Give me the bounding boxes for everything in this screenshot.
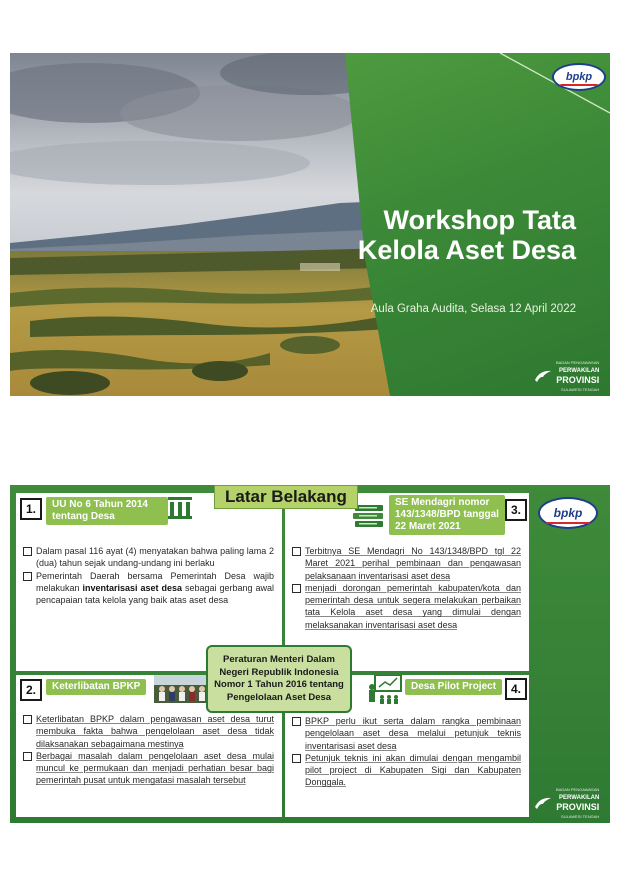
number-badge-4: 4. (505, 678, 527, 700)
list-item: menjadi dorongan pemerintah kabupaten/kota dan pemerintah desa untuk segera melakukan perbaikan tata Kelola aset desa yang dimulai dengan melaksanakan inventarisasi aset desa (291, 582, 521, 631)
panel-heading: Desa Pilot Project (405, 679, 502, 695)
center-regulation-box: Peraturan Menteri Dalam Negeri Republik Indonesia Nomor 1 Tahun 2016 tentang Pengelolaan Aset Desa (206, 645, 352, 713)
list-item: Berbagai masalah dalam pengelolaan aset desa mulai muncul ke permukaan dan menjadi perhatian besar bagi pemerintah pusat untuk mengatasi masalah tersebut (22, 750, 274, 787)
panel-heading: UU No 6 Tahun 2014 tentang Desa (46, 497, 168, 525)
title-slide (10, 53, 610, 396)
list-item: BPKP perlu ikut serta dalam rangka pembinaan pengelolaan aset desa melalui petunjuk teknis inventarisasi aset desa (291, 715, 521, 752)
bpkp-logo: bpkp (538, 497, 598, 529)
group-photo-icon (154, 675, 208, 703)
bird-emblem-icon (534, 795, 552, 811)
panel-heading: SE Mendagri nomor 143/1348/BPD tanggal 22 Maret 2021 (389, 495, 505, 535)
list-item: Pemerintah Daerah bersama Pemerintah Desa wajib melakukan inventarisasi aset desa sebagai gerbang awal pencapaian tata kelola yang baik atas aset desa (22, 570, 274, 607)
list-item: Dalam pasal 116 ayat (4) menyatakan bahwa paling lama 2 (dua) tahun sejak undang-undang ini berlaku (22, 545, 274, 570)
bpkp-logo: bpkp (552, 63, 606, 91)
list-item: Terbitnya SE Mendagri No 143/1348/BPD tgl 22 Maret 2021 perihal pembinaan dan pengawasan pelaksanaan inventarisasi aset desa (291, 545, 521, 582)
building-icon (168, 497, 192, 519)
landscape-photo (10, 53, 390, 396)
bird-emblem-icon (534, 368, 552, 384)
bpkp-perwakilan-logo: BADAN PENGAWASAN PERWAKILAN PROVINSI SULAWESI TENGAH (534, 785, 599, 821)
slide-title: Workshop Tata Kelola Aset Desa (357, 205, 576, 265)
list-item: Petunjuk teknis ini akan dimulai dengan mengambil pilot project di Kabupaten Sigi dan Kabupaten Donggala. (291, 752, 521, 789)
presentation-icon (367, 675, 403, 705)
panel-heading: Keterlibatan BPKP (46, 679, 146, 695)
background-slide (10, 485, 610, 823)
bpkp-perwakilan-logo: BADAN PENGAWASAN PERWAKILAN PROVINSI SULAWESI TENGAH (534, 358, 599, 394)
number-badge-1: 1. (20, 498, 42, 520)
list-item: Keterlibatan BPKP dalam pengawasan aset desa turut membuka fakta bahwa pengelolaan aset desa tidak dilaksanakan sebagaimana mestinya (22, 713, 274, 750)
slide-subtitle: Aula Graha Audita, Selasa 12 April 2022 (370, 303, 576, 315)
number-badge-2: 2. (20, 679, 42, 701)
slide-title: Latar Belakang (214, 485, 358, 509)
number-badge-3: 3. (505, 499, 527, 521)
